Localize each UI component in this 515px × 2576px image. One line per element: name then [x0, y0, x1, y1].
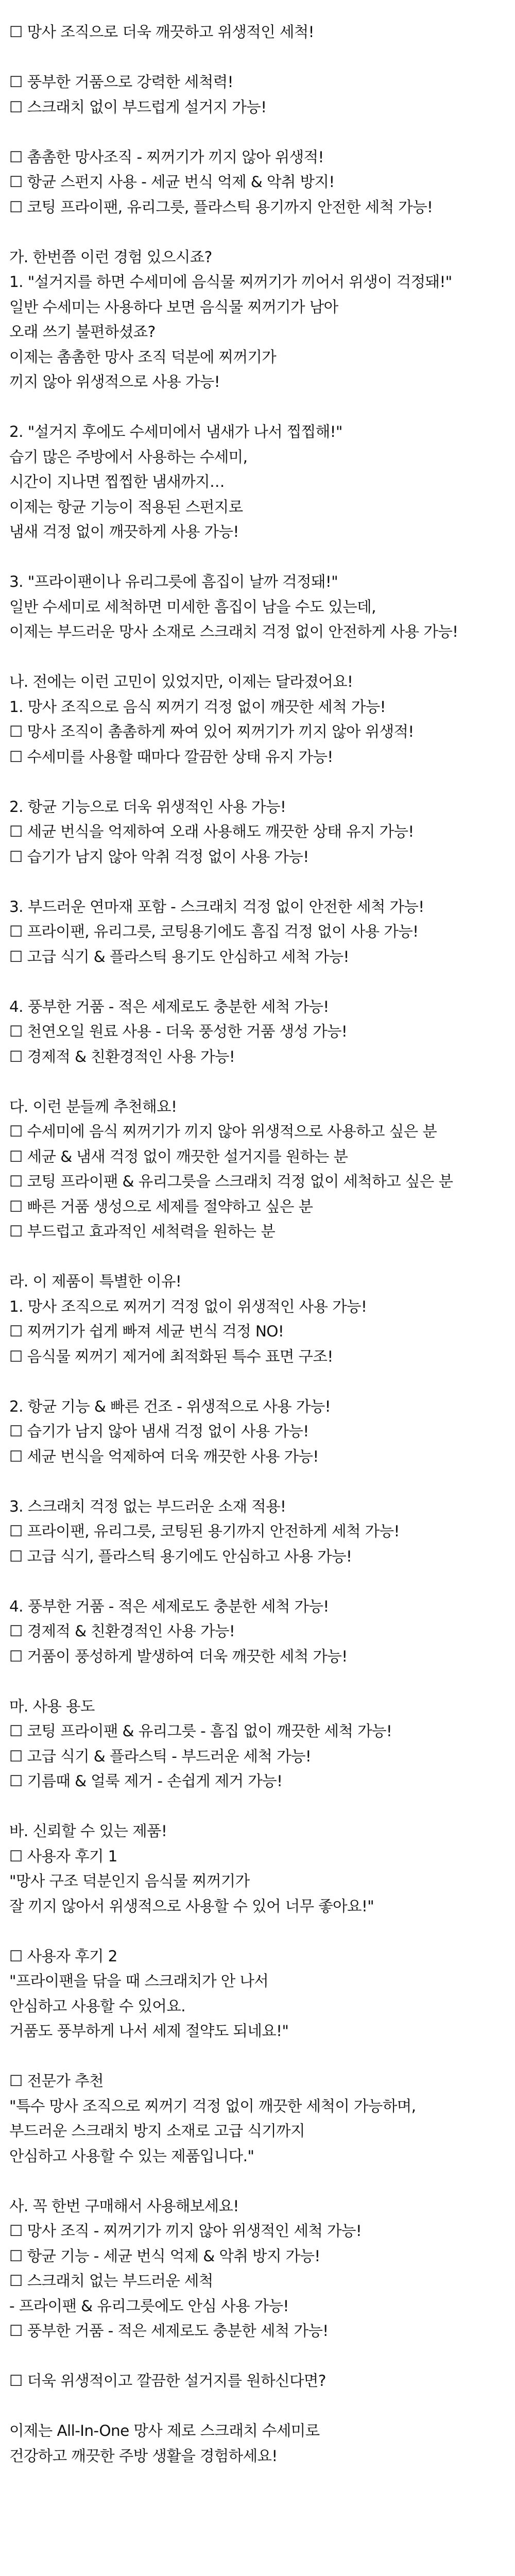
text-line: ☐ 전문가 추천	[9, 2072, 104, 2090]
text-line: 이제는 부드러운 망사 소재로 스크래치 걱정 없이 안전하게 사용 가능!	[9, 623, 458, 640]
text-line: 일반 수세미로 세척하면 미세한 흠집이 남을 수도 있는데,	[9, 598, 376, 616]
blank-line	[9, 645, 506, 670]
text-line: ☐ 천연오일 원료 사용 - 더욱 풍성한 거품 생성 가능!	[9, 1023, 348, 1040]
blank-line	[9, 1794, 506, 1819]
blank-line	[9, 395, 506, 420]
text-line: ☐ 거품이 풍성하게 발생하여 더욱 깨끗한 세척 가능!	[9, 1647, 348, 1665]
text-line: ☐ 망사 조직이 촘촘하게 짜여 있어 찌꺼기가 끼지 않아 위생적!	[9, 723, 414, 740]
text-line: ☐ 촘촘한 망사조직 - 찌꺼기가 끼지 않아 위생적!	[9, 148, 324, 166]
text-line: ☐ 기름때 & 얼룩 제거 - 손쉽게 제거 가능!	[9, 1772, 283, 1790]
blank-line	[9, 1919, 506, 1944]
text-line: 이제는 항균 기능이 적용된 스펀지로	[9, 498, 243, 516]
blank-line	[9, 545, 506, 570]
text-line: 부드러운 스크래치 방지 소재로 고급 식기까지	[9, 2122, 305, 2140]
blank-line	[9, 969, 506, 994]
text-line: ☐ 세균 번식을 억제하여 더욱 깨끗한 사용 가능!	[9, 1447, 319, 1465]
text-line: ☐ 망사 조직 - 찌꺼기가 끼지 않아 위생적인 세척 가능!	[9, 2222, 362, 2240]
text-line: ☐ 세균 번식을 억제하여 오래 사용해도 깨끗한 상태 유지 가능!	[9, 823, 414, 840]
text-line: - 프라이팬 & 유리그릇에도 안심 사용 가능!	[9, 2297, 289, 2315]
text-line: ☐ 코팅 프라이팬, 유리그릇, 플라스틱 용기까지 안전한 세척 가능!	[9, 198, 433, 216]
text-line: 라. 이 제품이 특별한 이유!	[9, 1273, 182, 1290]
text-line: ☐ 음식물 찌꺼기 제거에 최적화된 특수 표면 구조!	[9, 1347, 333, 1365]
blank-line	[9, 1569, 506, 1594]
text-line: ☐ 항균 스펀지 사용 - 세균 번식 억제 & 악취 방지!	[9, 173, 335, 191]
text-line: ☐ 습기가 남지 않아 냄새 걱정 없이 사용 가능!	[9, 1422, 309, 1440]
text-line: "프라이팬을 닦을 때 스크래치가 안 나서	[9, 1972, 269, 1990]
text-line: 잘 끼지 않아서 위생적으로 사용할 수 있어 너무 좋아요!"	[9, 1897, 374, 1915]
text-line: 나. 전에는 이런 고민이 있었지만, 이제는 달라졌어요!	[9, 673, 353, 690]
blank-line	[9, 2168, 506, 2194]
blank-line	[9, 2394, 506, 2419]
blank-line	[9, 45, 506, 70]
text-line: ☐ 수세미에 음식 찌꺼기가 끼지 않아 위생적으로 사용하고 싶은 분	[9, 1123, 437, 1140]
text-line: ☐ 부드럽고 효과적인 세척력을 원하는 분	[9, 1223, 276, 1240]
text-line: ☐ 풍부한 거품 - 적은 세제로도 충분한 세척 가능!	[9, 2322, 329, 2340]
text-line: ☐ 프라이팬, 유리그릇, 코팅된 용기까지 안전하게 세척 가능!	[9, 1522, 400, 1540]
text-line: ☐ 세균 & 냄새 걱정 없이 깨끗한 설거지를 원하는 분	[9, 1147, 348, 1165]
text-line: 건강하고 깨끗한 주방 생활을 경험하세요!	[9, 2447, 278, 2465]
text-line: 3. 스크래치 걱정 없는 부드러운 소재 적용!	[9, 1497, 286, 1515]
text-line: ☐ 빠른 거품 생성으로 세제를 절약하고 싶은 분	[9, 1197, 313, 1215]
blank-line	[9, 120, 506, 145]
text-line: ☐ 스크래치 없이 부드럽게 설거지 가능!	[9, 98, 267, 116]
text-line: 1. "설거지를 하면 수세미에 음식물 찌꺼기가 끼어서 위생이 걱정돼!"	[9, 273, 452, 291]
text-line: 바. 신뢰할 수 있는 제품!	[9, 1822, 167, 1840]
blank-line	[9, 1244, 506, 1269]
text-line: 1. 망사 조직으로 찌꺼기 걱정 없이 위생적인 사용 가능!	[9, 1297, 367, 1315]
text-line: 4. 풍부한 거품 - 적은 세제로도 충분한 세척 가능!	[9, 1597, 329, 1615]
blank-line	[9, 1369, 506, 1394]
text-line: 2. 항균 기능으로 더욱 위생적인 사용 가능!	[9, 798, 286, 816]
text-line: 다. 이런 분들께 추천해요!	[9, 1097, 177, 1115]
text-line: ☐ 코팅 프라이팬 & 유리그릇을 스크래치 걱정 없이 세척하고 싶은 분	[9, 1173, 453, 1190]
text-line: ☐ 경제적 & 친환경적인 사용 가능!	[9, 1622, 235, 1640]
text-line: 일반 수세미는 사용하다 보면 음식물 찌꺼기가 남아	[9, 298, 338, 316]
text-line: 가. 한번쯤 이런 경험 있으시죠?	[9, 248, 212, 266]
text-line: ☐ 고급 식기, 플라스틱 용기에도 안심하고 사용 가능!	[9, 1547, 352, 1565]
text-line: ☐ 풍부한 거품으로 강력한 세척력!	[9, 73, 233, 91]
text-line: 안심하고 사용할 수 있어요.	[9, 1997, 185, 2015]
blank-line	[9, 869, 506, 894]
text-line: ☐ 고급 식기 & 플라스틱 용기도 안심하고 세척 가능!	[9, 947, 349, 965]
text-line: ☐ 망사 조직으로 더욱 깨끗하고 위생적인 세척!	[9, 23, 314, 41]
text-line: ☐ 사용자 후기 2	[9, 1947, 117, 1965]
text-line: 냄새 걱정 없이 깨끗하게 사용 가능!	[9, 523, 239, 540]
text-line: ☐ 경제적 & 친환경적인 사용 가능!	[9, 1047, 235, 1065]
text-line: ☐ 수세미를 사용할 때마다 깔끔한 상태 유지 가능!	[9, 748, 333, 766]
blank-line	[9, 219, 506, 245]
text-line: ☐ 프라이팬, 유리그릇, 코팅용기에도 흠집 걱정 없이 사용 가능!	[9, 923, 419, 940]
text-line: 끼지 않아 위생적으로 사용 가능!	[9, 373, 220, 391]
text-line: 거품도 풍부하게 나서 세제 절약도 되네요!"	[9, 2022, 289, 2040]
text-line: 2. "설거지 후에도 수세미에서 냄새가 나서 찝찝해!"	[9, 423, 342, 440]
text-line: 이제는 All-In-One 망사 제로 스크래치 수세미로	[9, 2422, 320, 2439]
text-line: ☐ 코팅 프라이팬 & 유리그릇 - 흠집 없이 깨끗한 세척 가능!	[9, 1722, 392, 1740]
blank-line	[9, 2344, 506, 2369]
text-line: 이제는 촘촘한 망사 조직 덕분에 찌꺼기가	[9, 348, 277, 366]
text-line: ☐ 찌꺼기가 쉽게 빠져 세균 번식 걱정 NO!	[9, 1323, 284, 1340]
blank-line	[9, 2044, 506, 2069]
blank-line	[9, 769, 506, 794]
text-line: "특수 망사 조직으로 찌꺼기 걱정 없이 깨끗한 세척이 가능하며,	[9, 2097, 416, 2115]
text-line: ☐ 사용자 후기 1	[9, 1847, 117, 1865]
text-line: 오래 쓰기 불편하셨죠?	[9, 323, 156, 341]
text-line: ☐ 더욱 위생적이고 깔끔한 설거지를 원하신다면?	[9, 2372, 326, 2389]
text-line: 안심하고 사용할 수 있는 제품입니다."	[9, 2147, 254, 2165]
text-line: ☐ 습기가 남지 않아 악취 걱정 없이 사용 가능!	[9, 848, 309, 866]
text-line: 2. 항균 기능 & 빠른 건조 - 위생적으로 사용 가능!	[9, 1397, 331, 1415]
text-line: ☐ 고급 식기 & 플라스틱 - 부드러운 세척 가능!	[9, 1747, 312, 1765]
text-line: 3. 부드러운 연마재 포함 - 스크래치 걱정 없이 안전한 세척 가능!	[9, 897, 424, 916]
text-line: ☐ 항균 기능 - 세균 번식 억제 & 악취 방지 가능!	[9, 2247, 320, 2265]
blank-line	[9, 1469, 506, 1494]
text-line: "망사 구조 덕분인지 음식물 찌꺼기가	[9, 1872, 250, 1890]
text-line: 3. "프라이팬이나 유리그릇에 흠집이 날까 걱정돼!"	[9, 573, 338, 590]
text-line: 시간이 지나면 찝찝한 냄새까지…	[9, 473, 225, 490]
text-line: 사. 꼭 한번 구매해서 사용해보세요!	[9, 2197, 239, 2215]
text-line: 마. 사용 용도	[9, 1697, 95, 1715]
text-line: ☐ 스크래치 없는 부드러운 세척	[9, 2272, 213, 2290]
text-line: 습기 많은 주방에서 사용하는 수세미,	[9, 448, 248, 466]
text-line: 1. 망사 조직으로 음식 찌꺼기 걱정 없이 깨끗한 세척 가능!	[9, 698, 386, 716]
blank-line	[9, 1069, 506, 1094]
blank-line	[9, 1669, 506, 1694]
text-line: 4. 풍부한 거품 - 적은 세제로도 충분한 세척 가능!	[9, 997, 329, 1015]
